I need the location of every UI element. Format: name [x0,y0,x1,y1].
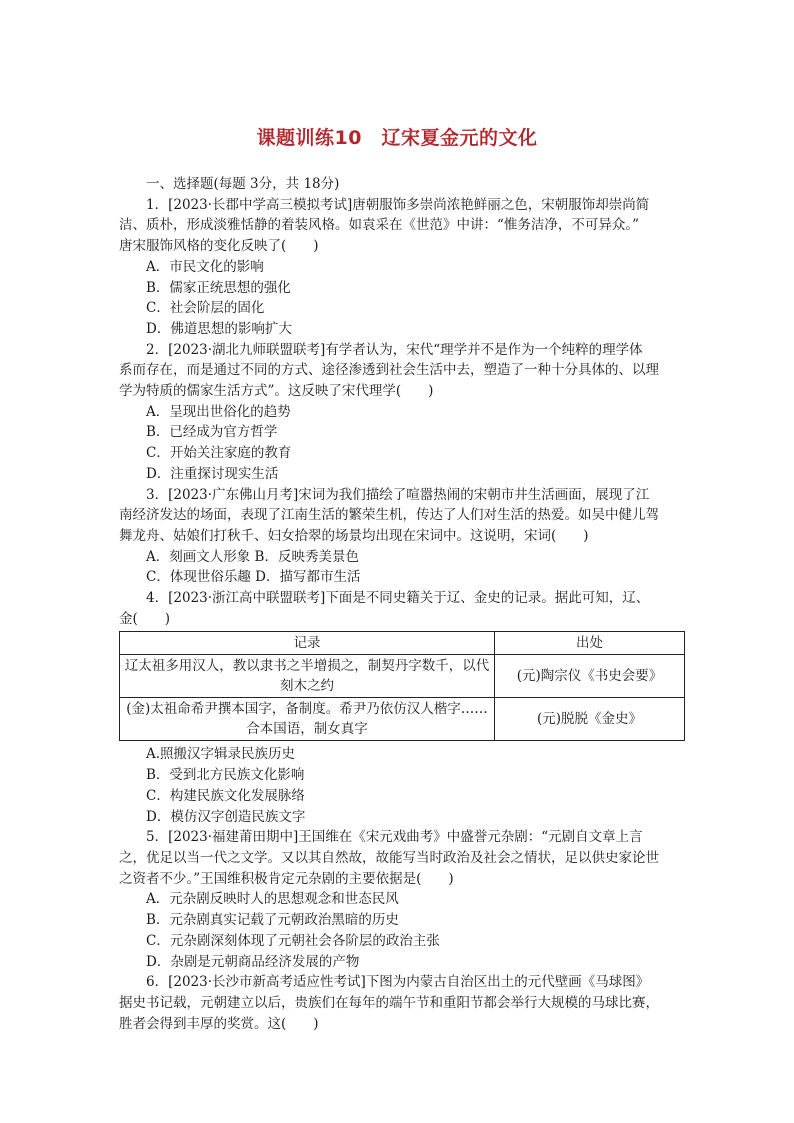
question-list [119,174,684,1034]
question-text-line: 系而存在，而是通过不同的方式、途径渗透到社会生活中去，塑造了一种十分具体的、以理 [119,362,659,379]
option-d: D．模仿汉字创造民族文字 [146,808,306,825]
option-a: A.照搬汉字辑录民族历史 [146,746,296,763]
option-b: B．儒家正统思想的强化 [146,279,291,296]
table-header: 出处 [495,632,685,655]
option-b: B．元杂剧真实记载了元朝政治黑暗的历史 [146,912,399,929]
table-header-row [120,632,685,655]
page-title: 课题训练10 辽宋夏金元的文化 [256,127,538,149]
records-table [119,631,685,741]
option-c: C．社会阶层的固化 [146,300,265,317]
table-cell: (元)脱脱《金史》 [495,698,685,741]
question-text-line: 4．[2023·浙江高中联盟联考]下面是不同史籍关于辽、金史的记录。据此可知，辽、 [146,590,650,607]
table-row [120,698,685,741]
option-a: A．市民文化的影响 [146,258,264,275]
question-text-line: 舞龙舟、姑娘们打秋千、妇女拾翠的场景均出现在宋词中。这说明，宋词( ) [119,527,589,544]
question-text-line: 南经济发达的场面，表现了江南生活的繁荣生机，传达了人们对生活的热爱。如吴中健儿驾 [119,507,659,524]
question-4 [119,588,684,827]
question-6 [119,972,684,1034]
question-text-line: 之资者不少。”王国维积极肯定元杂剧的主要依据是( ) [119,870,454,887]
option-a: A．呈现出世俗化的趋势 [146,403,291,420]
question-1 [119,195,684,340]
option-c: C．构建民族文化发展脉络 [146,787,305,804]
question-text-line: 据史书记载，元朝建立以后，贵族们在每年的端午节和重阳节都会举行大规模的马球比赛， [119,994,659,1011]
question-text-line: 金( ) [119,610,171,627]
table-header: 记录 [120,632,495,655]
question-text-line: 胜者会得到丰厚的奖赏。这( ) [119,1015,319,1032]
option-c: C．开始关注家庭的教育 [146,445,292,462]
question-text-line: 1．[2023·长郡中学高三模拟考试]唐朝服饰多崇尚浓艳鲜丽之色，宋朝服饰却崇尚简 [146,196,650,213]
option-b: B．已经成为官方哲学 [146,424,278,441]
option-d: D．注重探讨现实生活 [146,465,279,482]
option-b: B．受到北方民族文化影响 [146,767,305,784]
question-text-line: 5．[2023·福建莆田期中]王国维在《宋元戏曲考》中盛誉元杂剧：“元剧自文章上言 [146,829,643,846]
question-text-line: 3．[2023·广东佛山月考]宋词为我们描绘了喧嚣热闹的宋朝市井生活画面，展现了江 [146,486,650,503]
question-text-line: 6．[2023·长沙市新高考适应性考试]下图为内蒙古自治区出土的元代壁画《马球图》 [146,974,650,991]
question-text-line: 之，优足以当一代之文学。又以其自然故，故能写当时政治及社会之情状，足以供史家论世 [119,849,659,866]
question-3 [119,485,684,589]
option-c: C．元杂剧深刻体现了元朝社会各阶层的政治主张 [146,932,440,949]
question-2 [119,340,684,485]
option-cd: C．体现世俗乐趣 D．描写都市生活 [146,569,361,586]
table-cell: (金)太祖命希尹撰本国字，备制度。希尹乃依仿汉人楷字……合本国语，制女真字 [120,698,495,741]
option-d: D．杂剧是元朝商品经济发展的产物 [146,953,360,970]
table-cell: (元)陶宗仪《书史会要》 [495,655,685,698]
question-text-line: 唐宋服饰风格的变化反映了( ) [119,238,319,255]
table-cell: 辽太祖多用汉人，教以隶书之半增损之，制契丹字数千，以代刻木之约 [120,655,495,698]
table-row [120,655,685,698]
question-text-line: 洁、质朴，形成淡雅恬静的着装风格。如袁采在《世范》中讲：“惟务洁净，不可异众。” [119,217,640,234]
question-5 [119,827,684,972]
option-ab: A．刻画文人形象 B．反映秀美景色 [146,548,359,565]
option-a: A．元杂剧反映时人的思想观念和世态民风 [146,891,399,908]
question-text-line: 2．[2023·湖北九师联盟联考]有学者认为，宋代“理学并不是作为一个纯粹的理学体 [146,341,643,358]
question-text-line: 学为特质的儒家生活方式”。这反映了宋代理学( ) [119,383,434,400]
section-heading: 一、选择题(每题 3分，共 18分) [146,176,340,192]
option-d: D．佛道思想的影响扩大 [146,320,292,337]
